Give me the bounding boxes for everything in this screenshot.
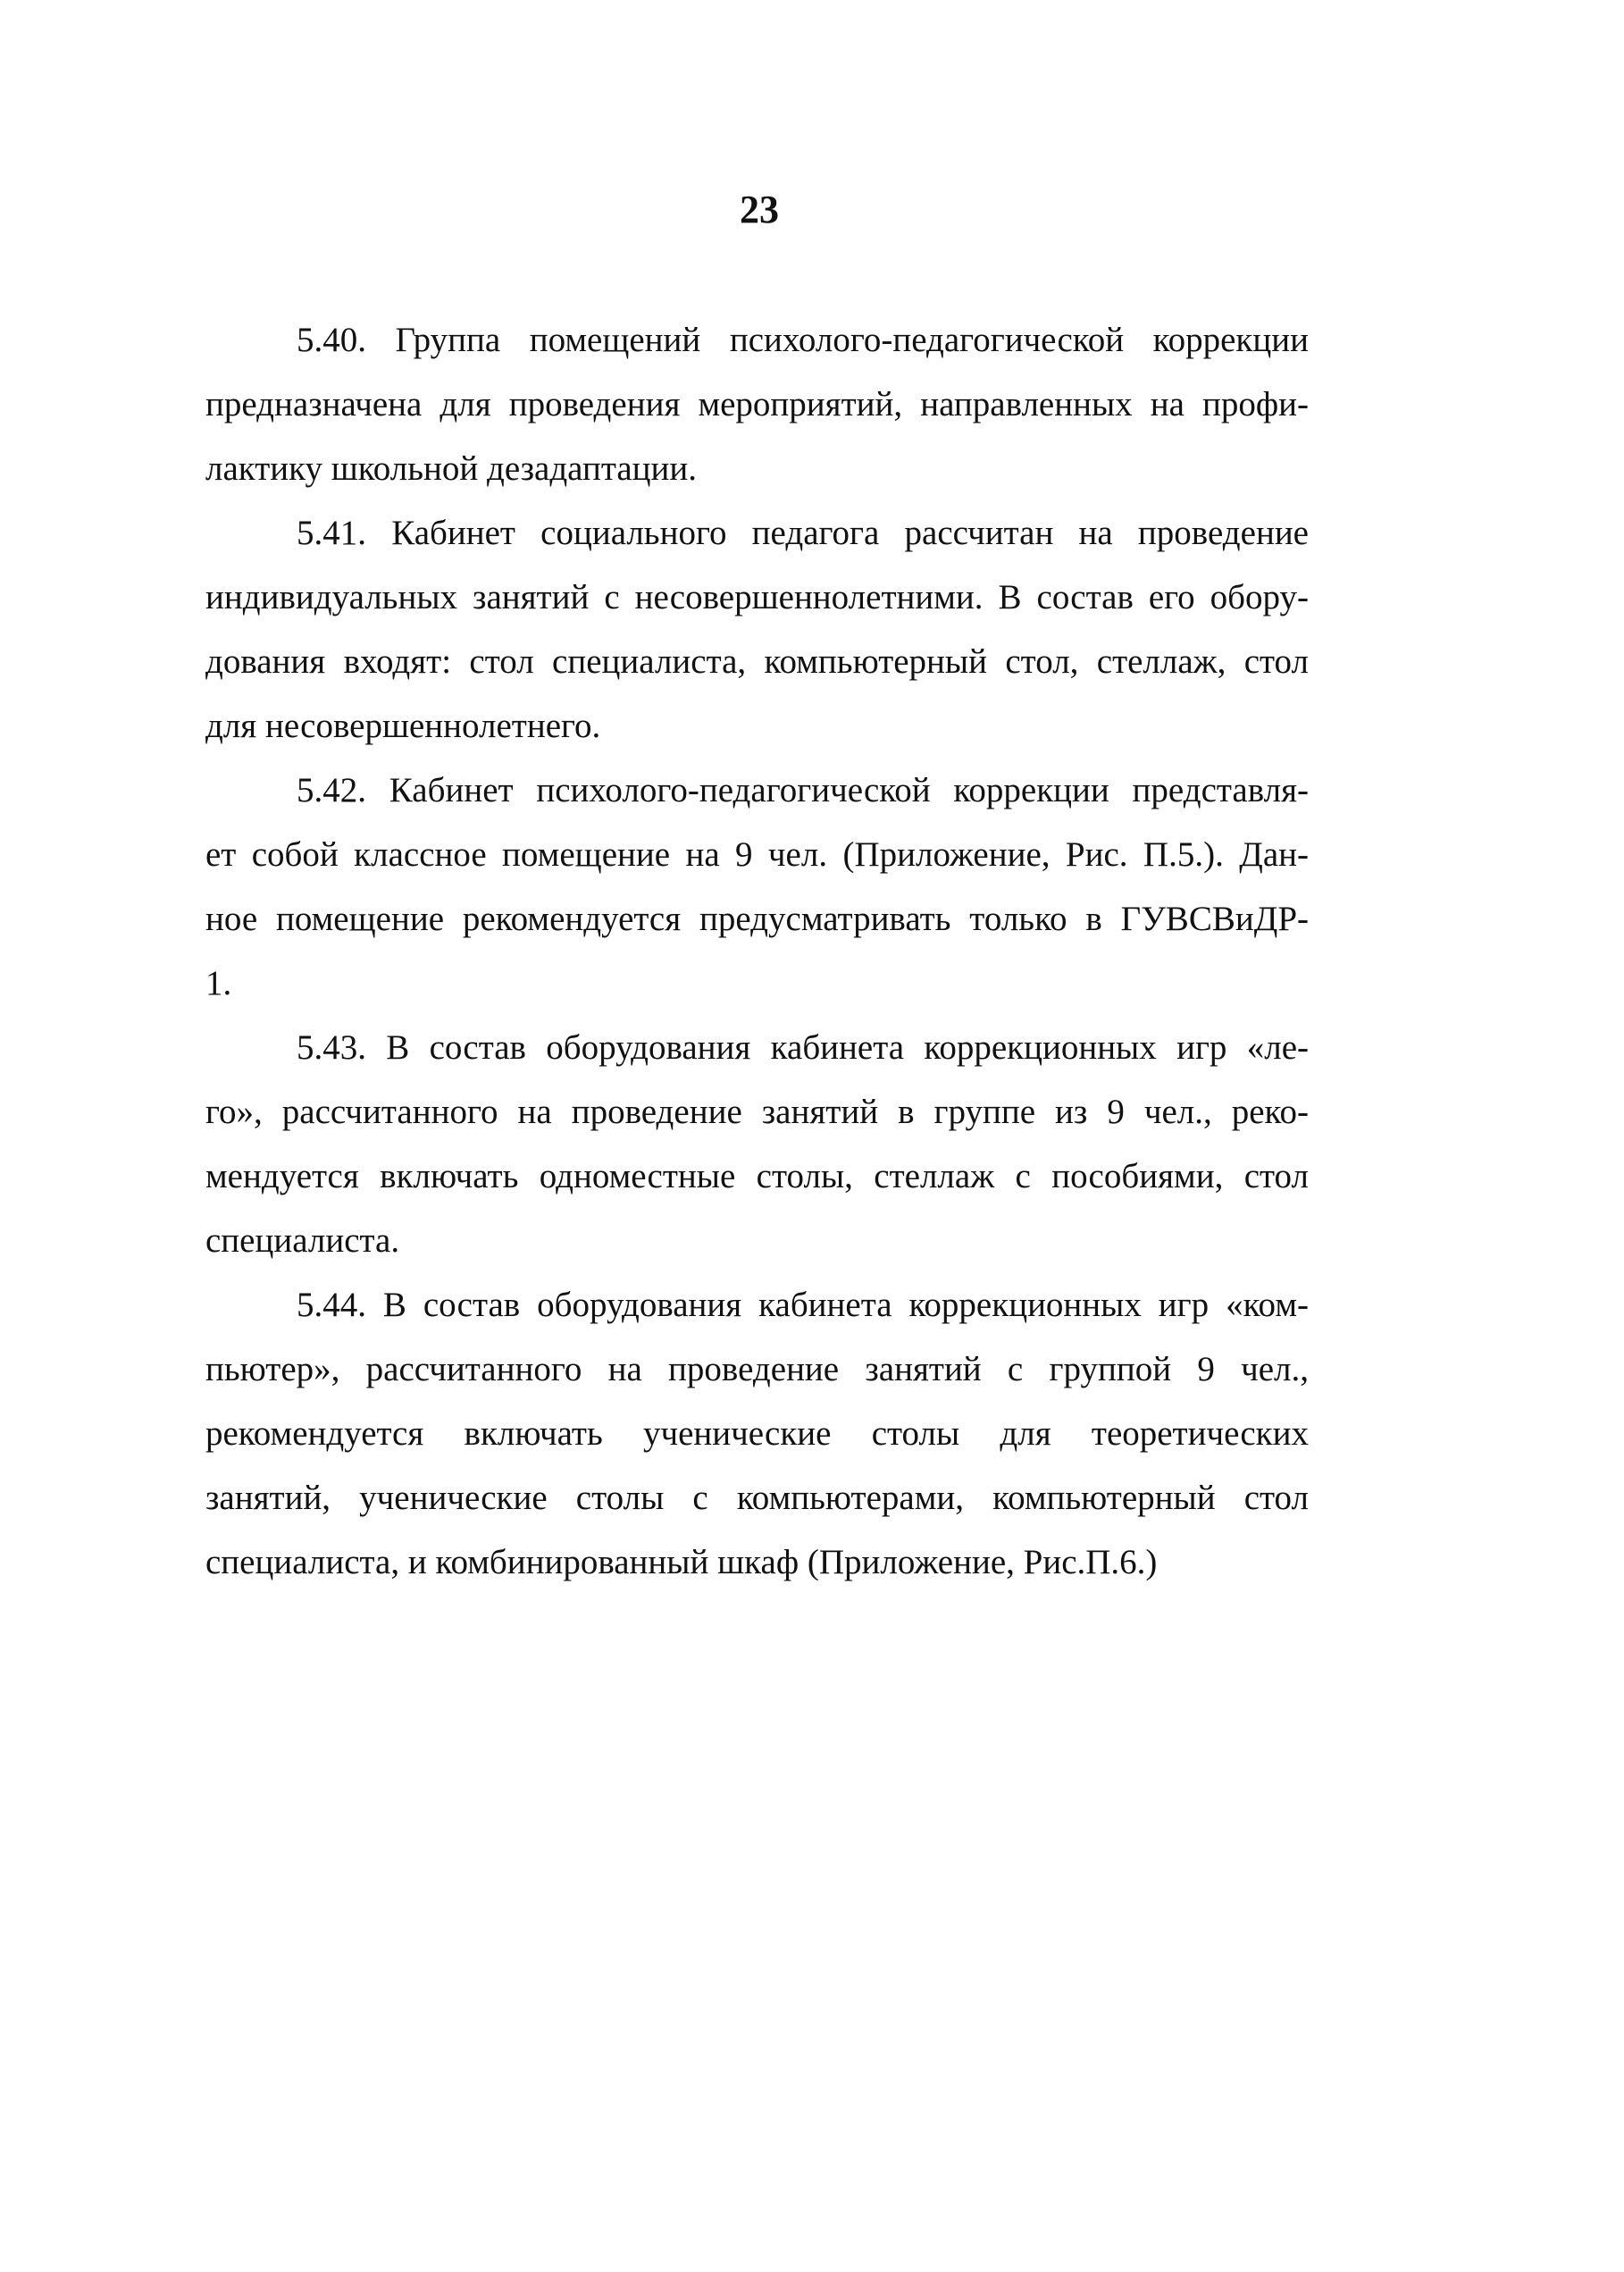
paragraph-5-41-line-4: для несовершеннолетнего.: [205, 707, 601, 745]
paragraph-5-41-line-1: 5.41. Кабинет социального педагога рассчитан на проведение: [297, 514, 1309, 552]
paragraph-5-40-line-1: 5.40. Группа помещений психолого-педагогической коррекции: [297, 321, 1309, 359]
paragraph-5-43-line-1: 5.43. В состав оборудования кабинета коррекционных игр «ле-: [297, 1028, 1309, 1067]
paragraph-5-40-line-2: предназначена для проведения мероприятий, направленных на профи-: [205, 385, 1309, 423]
paragraph-5-42-line-4: 1.: [205, 964, 232, 1002]
paragraph-5-44-line-3: рекомендуется включать ученические столы для теоретических: [205, 1414, 1309, 1453]
paragraph-5-43-line-3: мендуется включать одноместные столы, стеллаж с пособиями, стол: [205, 1157, 1309, 1195]
paragraph-5-40-line-3: лактику школьной дезадаптации.: [205, 449, 698, 488]
paragraph-5-44-line-5: специалиста, и комбинированный шкаф (Приложение, Рис.П.6.): [205, 1543, 1158, 1581]
paragraph-5-42-line-1: 5.42. Кабинет психолого-педагогической коррекции представля-: [297, 771, 1309, 809]
page-number: 23: [740, 188, 779, 231]
paragraph-5-44-line-1: 5.44. В состав оборудования кабинета коррекционных игр «ком-: [297, 1286, 1309, 1324]
paragraph-5-44-line-2: пьютер», рассчитанного на проведение занятий с группой 9 чел.,: [205, 1350, 1309, 1388]
paragraph-5-42-line-3: ное помещение рекомендуется предусматривать только в ГУВСВиДР-: [205, 900, 1309, 938]
paragraph-5-44-line-4: занятий, ученические столы с компьютерами, компьютерный стол: [205, 1479, 1309, 1517]
paragraph-5-43-line-2: го», рассчитанного на проведение занятий в группе из 9 чел., реко-: [205, 1093, 1309, 1131]
paragraph-5-41-line-3: дования входят: стол специалиста, компьютерный стол, стеллаж, стол: [205, 642, 1309, 681]
paragraph-5-42-line-2: ет собой классное помещение на 9 чел. (Приложение, Рис. П.5.). Дан-: [205, 835, 1309, 874]
paragraph-5-41-line-2: индивидуальных занятий с несовершеннолетними. В состав его обору-: [205, 578, 1309, 616]
paragraph-5-43-line-4: специалиста.: [205, 1221, 400, 1260]
